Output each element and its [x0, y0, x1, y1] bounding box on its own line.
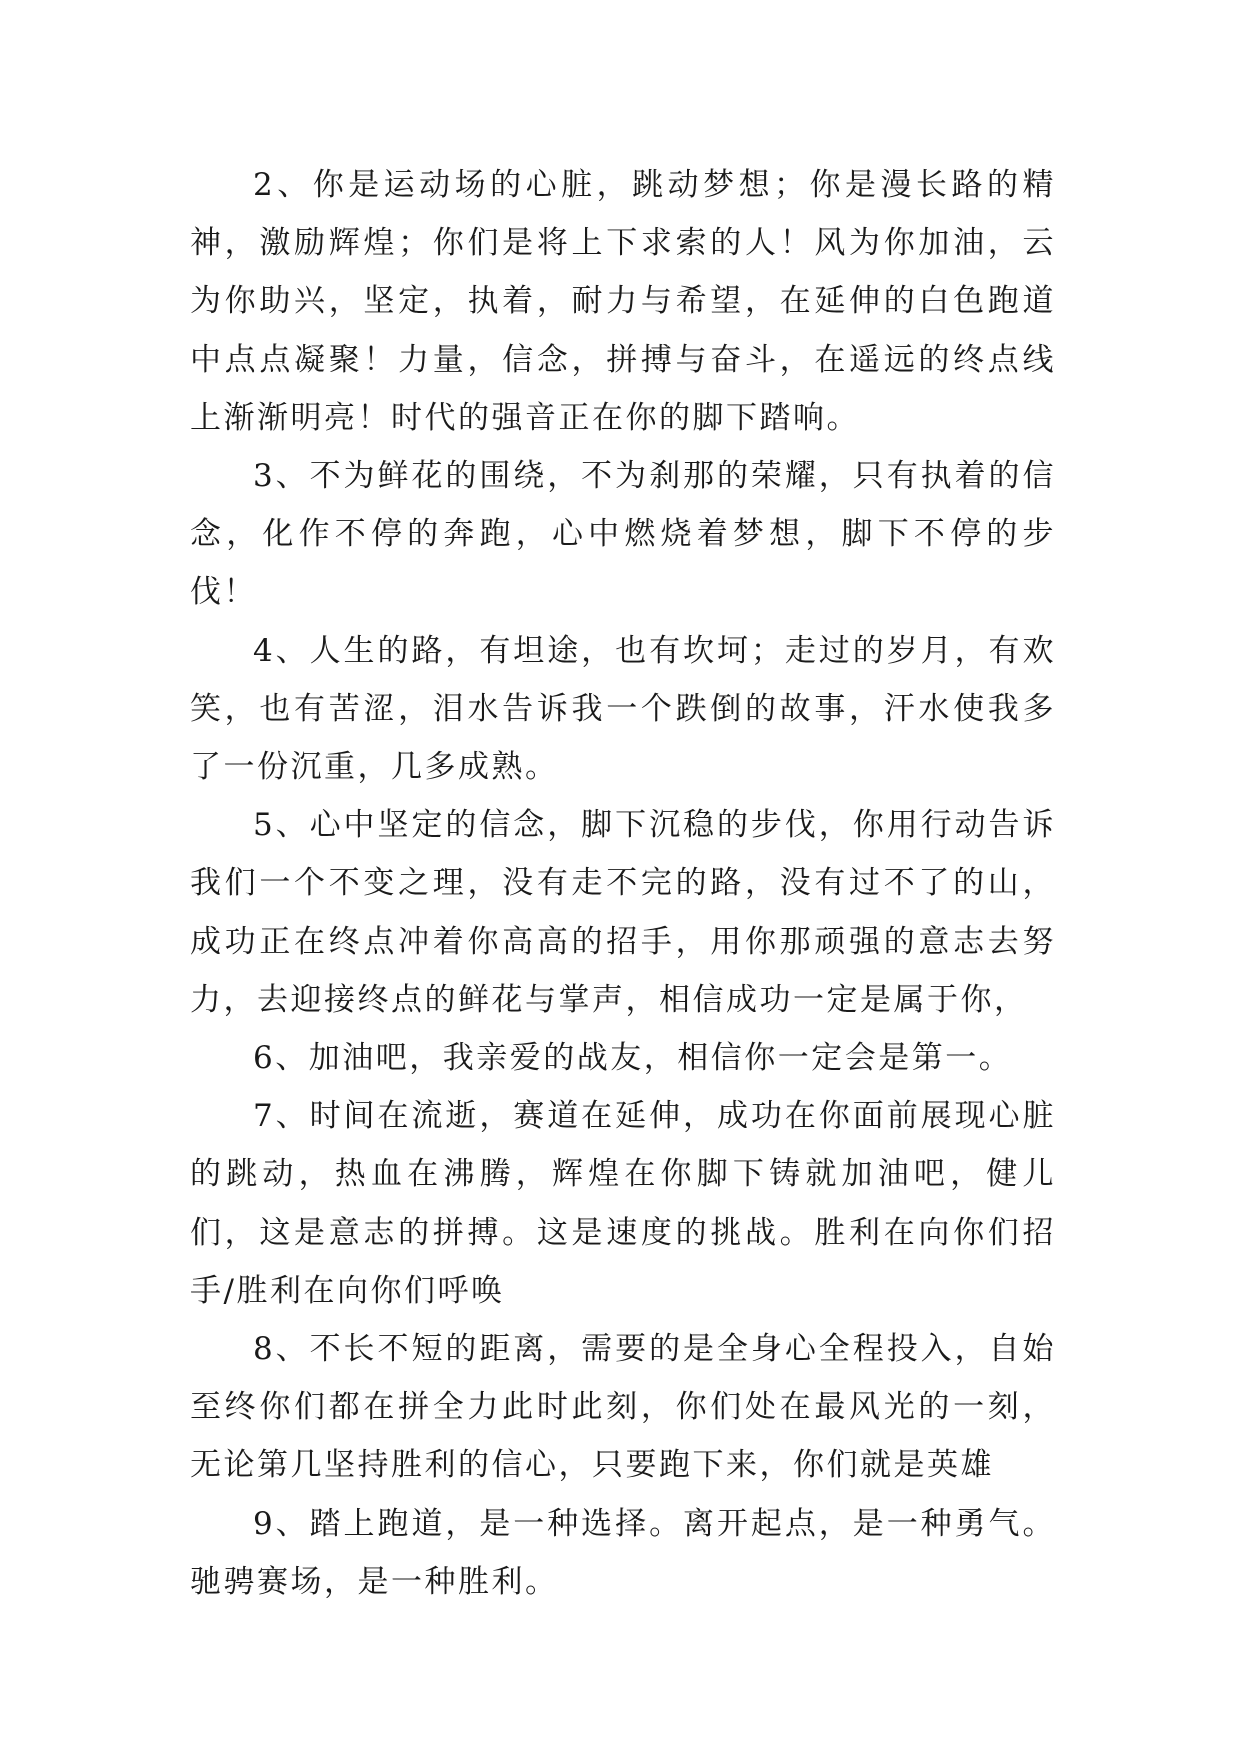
- paragraph-5: 5、心中坚定的信念，脚下沉稳的步伐，你用行动告诉我们一个不变之理，没有走不完的路，没有过不了的山，成功正在终点冲着你高高的招手，用你那顽强的意志去努力，去迎接终点的鲜花与掌声，相信成功一定是属于你，: [190, 807, 1056, 1018]
- paragraph-7: 7、时间在流逝，赛道在延伸，成功在你面前展现心脏的跳动，热血在沸腾，辉煌在你脚下铸就加油吧，健儿们，这是意志的拼搏。这是速度的挑战。胜利在向你们招手/胜利在向你们呼唤: [190, 1098, 1056, 1309]
- paragraph-8: 8、不长不短的距离，需要的是全身心全程投入，自始至终你们都在拼全力此时此刻，你们处在最风光的一刻，无论第几坚持胜利的信心，只要跑下来，你们就是英雄: [190, 1331, 1056, 1484]
- paragraph-4: 4、人生的路，有坦途，也有坎坷；走过的岁月，有欢笑，也有苦涩，泪水告诉我一个跌倒的故事，汗水使我多了一份沉重，几多成熟。: [190, 632, 1056, 786]
- document-body: [190, 156, 1056, 1611]
- paragraph-6: 6、加油吧，我亲爱的战友，相信你一定会是第一。: [253, 1040, 1013, 1077]
- paragraph-3: 3、不为鲜花的围绕，不为刹那的荣耀，只有执着的信念，化作不停的奔跑，心中燃烧着梦想，脚下不停的步伐！: [190, 458, 1056, 611]
- paragraph-9: 9、踏上跑道，是一种选择。离开起点，是一种勇气。驰骋赛场，是一种胜利。: [190, 1505, 1056, 1600]
- paragraph-2: 2、你是运动场的心脏，跳动梦想；你是漫长路的精神，激励辉煌；你们是将上下求索的人！风为你加油，云为你助兴，坚定，执着，耐力与希望，在延伸的白色跑道中点点凝聚！力量，信念，拼搏与奋斗，在遥远的终点线上渐渐明亮！时代的强音正在你的脚下踏响。: [190, 167, 1056, 436]
